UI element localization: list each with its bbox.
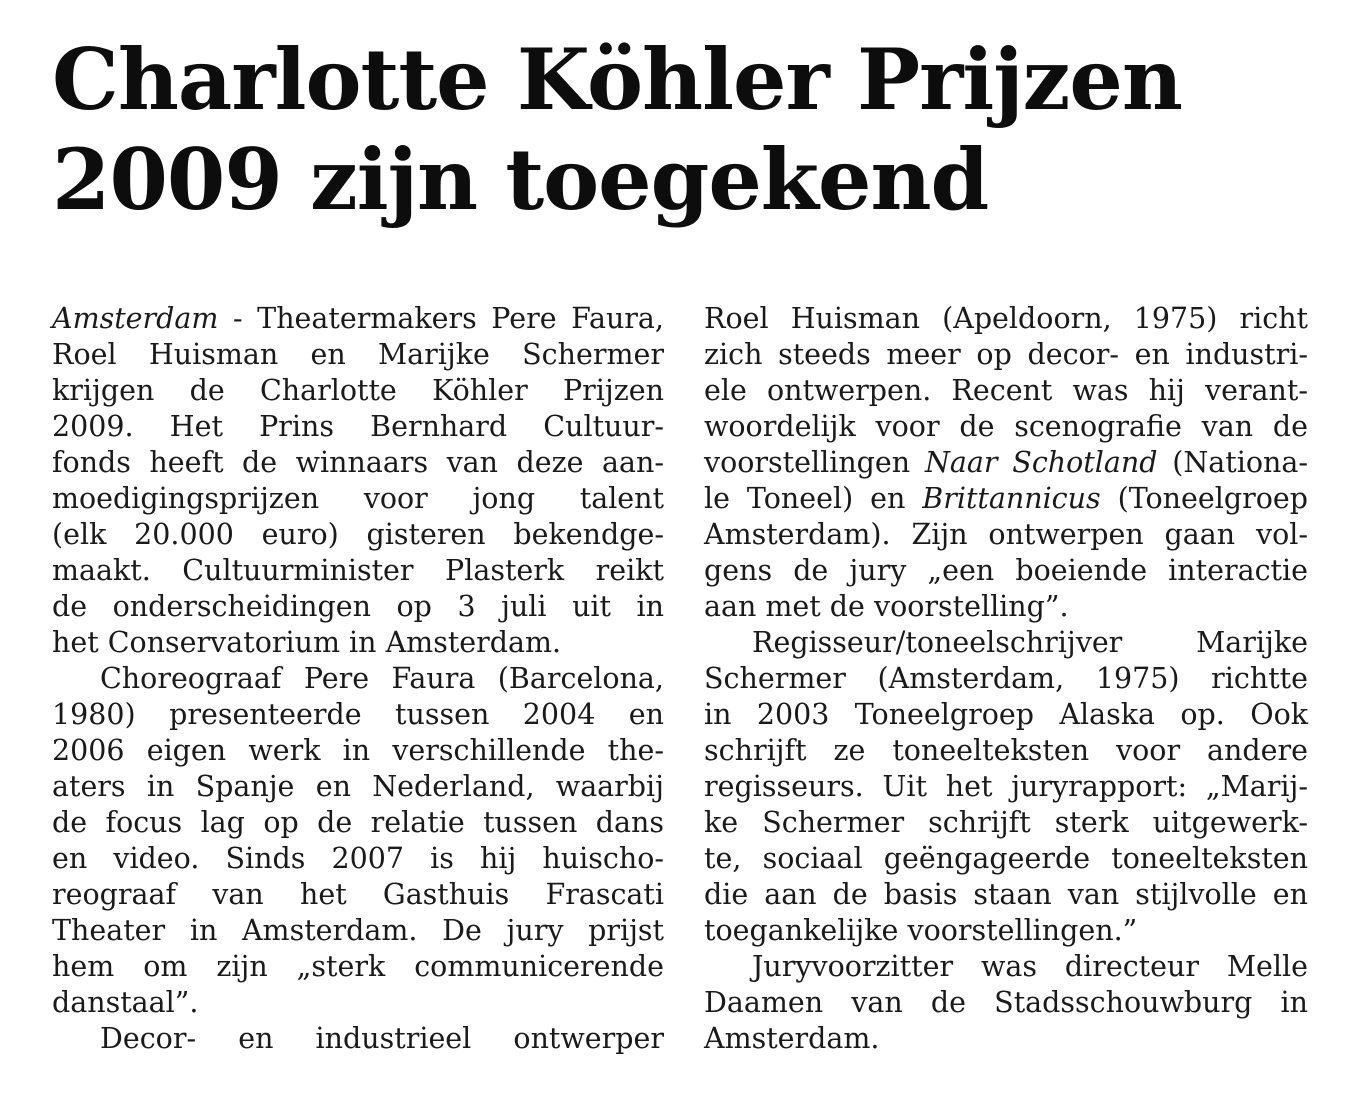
headline xyxy=(52,30,1312,230)
text-line: in 2003 Toneelgroep Alaska op. Ook xyxy=(704,698,1308,731)
paragraph-huisman-start xyxy=(52,1021,664,1057)
text-line-with-title xyxy=(704,445,1308,481)
dateline: Amsterdam xyxy=(52,302,219,335)
text-line: Roel Huisman (Apeldoorn, 1975) richt xyxy=(704,302,1308,335)
text-line: Amsterdam. xyxy=(704,1022,880,1055)
right-column xyxy=(704,301,1308,1057)
text-line: Decor- en industrieel ontwerper xyxy=(100,1022,664,1055)
text-line: ele ontwerpen. Recent was hij verant- xyxy=(704,374,1308,407)
text-line: te, sociaal geëngageerde toneelteksten xyxy=(704,842,1308,875)
headline-line-2: 2009 zijn toegekend xyxy=(52,130,989,229)
text-line: 2006 eigen werk in verschillende the- xyxy=(52,734,664,767)
text-line: fonds heeft de winnaars van deze aan- xyxy=(52,446,664,479)
text-line: Schermer (Amsterdam, 1975) richtte xyxy=(704,662,1308,695)
headline-line-1: Charlotte Köhler Prijzen xyxy=(52,30,1182,129)
text-line: Roel Huisman en Marijke Schermer xyxy=(52,338,664,371)
text-line: woordelijk voor de scenografie van de xyxy=(704,410,1308,443)
text-line: ke Schermer schrijft sterk uitgewerk- xyxy=(704,806,1308,839)
production-title: Brittannicus xyxy=(922,482,1101,515)
text-line: de focus lag op de relatie tussen dans xyxy=(52,806,664,839)
text-line: regisseurs. Uit het juryrapport: „Marij- xyxy=(704,770,1308,803)
text-fragment: (Nationa- xyxy=(1157,446,1308,479)
text-line: Theater in Amsterdam. De jury prijst xyxy=(52,914,664,947)
text-line: 1980) presenteerde tussen 2004 en xyxy=(52,698,664,731)
paragraph-faura xyxy=(52,661,664,1021)
text-line: toegankelijke voorstellingen.” xyxy=(704,914,1138,947)
text-line: Regisseur/toneelschrijver Marijke xyxy=(752,626,1308,659)
text-line: Juryvoorzitter was directeur Melle xyxy=(752,950,1308,983)
text-line: moedigingsprijzen voor jong talent xyxy=(52,482,664,515)
text-line: de onderscheidingen op 3 juli uit in xyxy=(52,590,664,623)
text-line: zich steeds meer op decor- en industri- xyxy=(704,338,1308,371)
text-line: hem om zijn „sterk communicerende xyxy=(52,950,664,983)
text-line: die aan de basis staan van stijlvolle en xyxy=(704,878,1308,911)
left-column xyxy=(52,301,664,1057)
text-fragment: le Toneel) en xyxy=(704,482,923,515)
paragraph-intro xyxy=(52,301,664,661)
text-line: Amsterdam). Zijn ontwerpen gaan vol- xyxy=(704,518,1308,551)
text-line: gens de jury „een boeiende interactie xyxy=(704,554,1308,587)
text-line: Choreograaf Pere Faura (Barcelona, xyxy=(100,662,664,695)
paragraph-huisman xyxy=(704,301,1308,625)
text-line: Daamen van de Stadsschouwburg in xyxy=(704,986,1308,1019)
text-line: het Conservatorium in Amsterdam. xyxy=(52,626,562,659)
paragraph-schermer xyxy=(704,625,1308,949)
text-line: en video. Sinds 2007 is hij huischo- xyxy=(52,842,664,875)
text-line: - Theatermakers Pere Faura, xyxy=(218,302,664,335)
text-line: 2009. Het Prins Bernhard Cultuur- xyxy=(52,410,664,443)
text-line: schrijft ze toneelteksten voor andere xyxy=(704,734,1308,767)
text-line: aan met de voorstelling”. xyxy=(704,590,1069,623)
text-line-with-title xyxy=(704,481,1308,517)
text-line: krijgen de Charlotte Köhler Prijzen xyxy=(52,374,664,407)
paragraph-jury-chair xyxy=(704,949,1308,1057)
text-fragment: voorstellingen xyxy=(704,446,925,479)
text-line: reograaf van het Gasthuis Frascati xyxy=(52,878,664,911)
text-fragment: (Toneelgroep xyxy=(1100,482,1308,515)
text-line: (elk 20.000 euro) gisteren bekendge- xyxy=(52,518,664,551)
text-line: aters in Spanje en Nederland, waarbij xyxy=(52,770,664,803)
production-title: Naar Schotland xyxy=(924,446,1158,479)
text-line: maakt. Cultuurminister Plasterk reikt xyxy=(52,554,664,587)
text-line: danstaal”. xyxy=(52,986,199,1019)
